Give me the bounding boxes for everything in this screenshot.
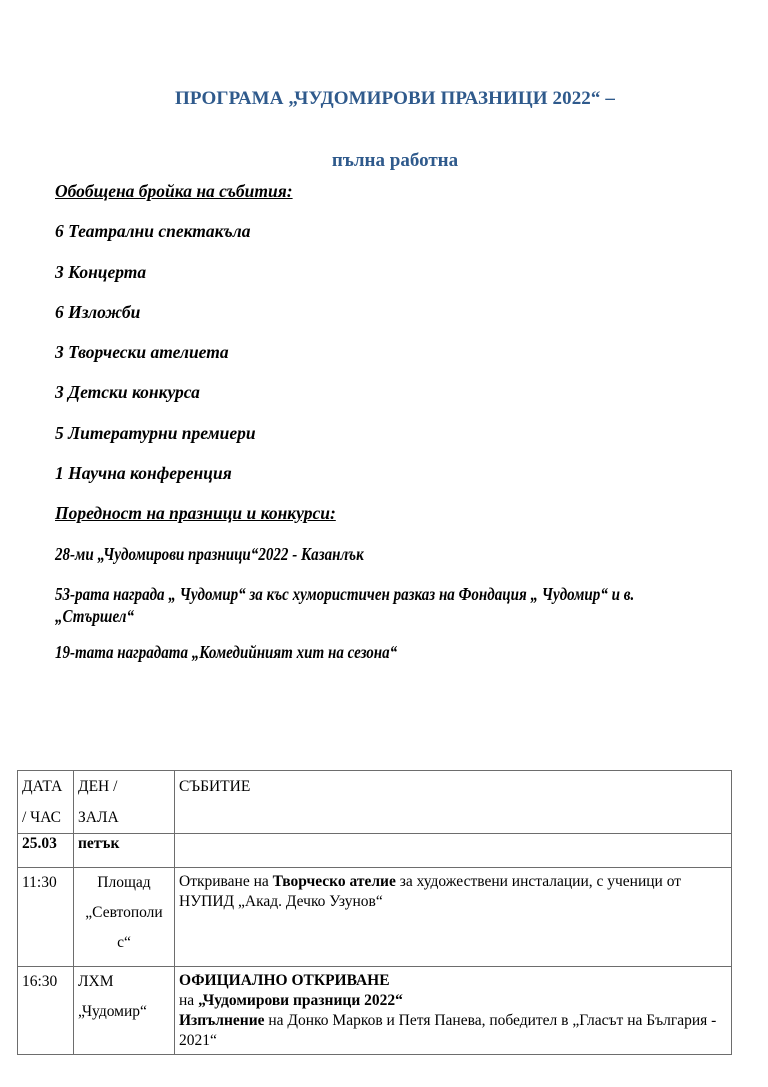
table-header-row — [18, 771, 732, 834]
header-date-line1: ДАТА — [22, 778, 63, 795]
summary-count: 3 — [55, 342, 64, 363]
sequence-item — [55, 641, 745, 663]
event-text-part: за художествени инсталации, с ученици от НУПИД „Акад. Дечко Узунов“ — [179, 873, 682, 910]
summary-label: Литературни премиери — [68, 422, 256, 443]
summary-item — [55, 381, 745, 403]
summary-count: 6 — [55, 301, 64, 322]
summary-count: 3 — [55, 261, 64, 282]
header-day-line1: ДЕН / — [78, 778, 118, 795]
summary-heading: Обобщена бройка на събития: — [55, 181, 293, 201]
program-table — [17, 770, 732, 1055]
summary-label: Детски конкурса — [68, 382, 200, 403]
summary-section — [55, 180, 745, 681]
event-venue — [74, 967, 175, 1055]
event-text-bold: Изпълнение — [179, 1012, 265, 1029]
table-row-day — [18, 834, 732, 868]
event-description — [175, 967, 732, 1055]
summary-label: Театрални спектакъла — [68, 221, 251, 242]
event-time: 11:30 — [18, 868, 74, 967]
event-line — [179, 991, 727, 1011]
summary-item — [55, 462, 745, 484]
sequence-item-text: 53-рата награда „ Чудомир“ за къс хумористичен разказ на Фондация „ Чудомир“ и в. „Стършел“ — [55, 583, 635, 626]
event-venue — [74, 868, 175, 967]
summary-item — [55, 301, 745, 323]
sequence-item — [55, 543, 745, 565]
event-time: 16:30 — [18, 967, 74, 1055]
event-text-part: Откриване на — [179, 873, 273, 890]
sequence-item — [55, 583, 709, 627]
event-text-part: на Донко Марков и Петя Панева, победител в „Гласът на България - 2021“ — [179, 1012, 717, 1049]
summary-count: 6 — [55, 221, 64, 242]
summary-item — [55, 220, 745, 242]
event-text-bold: „Чудомирови празници 2022“ — [198, 992, 403, 1009]
table-row — [18, 967, 732, 1055]
event-text-part: на — [179, 992, 199, 1009]
header-date-line2: / ЧАС — [22, 809, 62, 826]
document-title: ПРОГРАМА „ЧУДОМИРОВИ ПРАЗНИЦИ 2022“ – — [175, 88, 615, 109]
table-row — [18, 868, 732, 967]
summary-item — [55, 341, 745, 363]
event-description — [175, 868, 732, 967]
day-name: петък — [74, 834, 175, 868]
summary-item — [55, 422, 745, 444]
sequence-heading: Поредност на празници и конкурси: — [55, 503, 336, 524]
document-subtitle: пълна работна — [331, 150, 459, 171]
summary-count: 5 — [55, 422, 64, 443]
header-day-line2: ЗАЛА — [78, 809, 119, 826]
summary-label: Научна конференция — [68, 463, 232, 484]
day-event-empty — [175, 834, 732, 868]
summary-count: 1 — [55, 463, 64, 484]
venue-line: „Чудомир“ — [78, 1003, 147, 1020]
venue-line: Площад — [97, 874, 151, 891]
event-line — [179, 1011, 727, 1051]
venue-line: с“ — [117, 934, 131, 951]
summary-count: 3 — [55, 382, 64, 403]
day-date: 25.03 — [18, 834, 74, 868]
header-day — [74, 771, 175, 834]
header-event: СЪБИТИЕ — [175, 771, 732, 834]
venue-line: ЛХМ — [78, 973, 114, 990]
event-heading: ОФИЦИАЛНО ОТКРИВАНЕ — [179, 972, 390, 989]
summary-item — [55, 261, 745, 283]
summary-label: Концерта — [68, 261, 147, 282]
summary-label: Творчески ателиета — [68, 342, 229, 363]
event-text-bold: Творческо ателие — [272, 873, 396, 890]
venue-line: „Севтополи — [85, 904, 163, 921]
summary-label: Изложби — [68, 301, 141, 322]
header-date — [18, 771, 74, 834]
sequence-item-text: 28-ми „Чудомирови празници“2022 - Казанлък — [55, 543, 364, 564]
sequence-item-text: 19-тата наградата „Комедийният хит на сезона“ — [55, 641, 398, 662]
